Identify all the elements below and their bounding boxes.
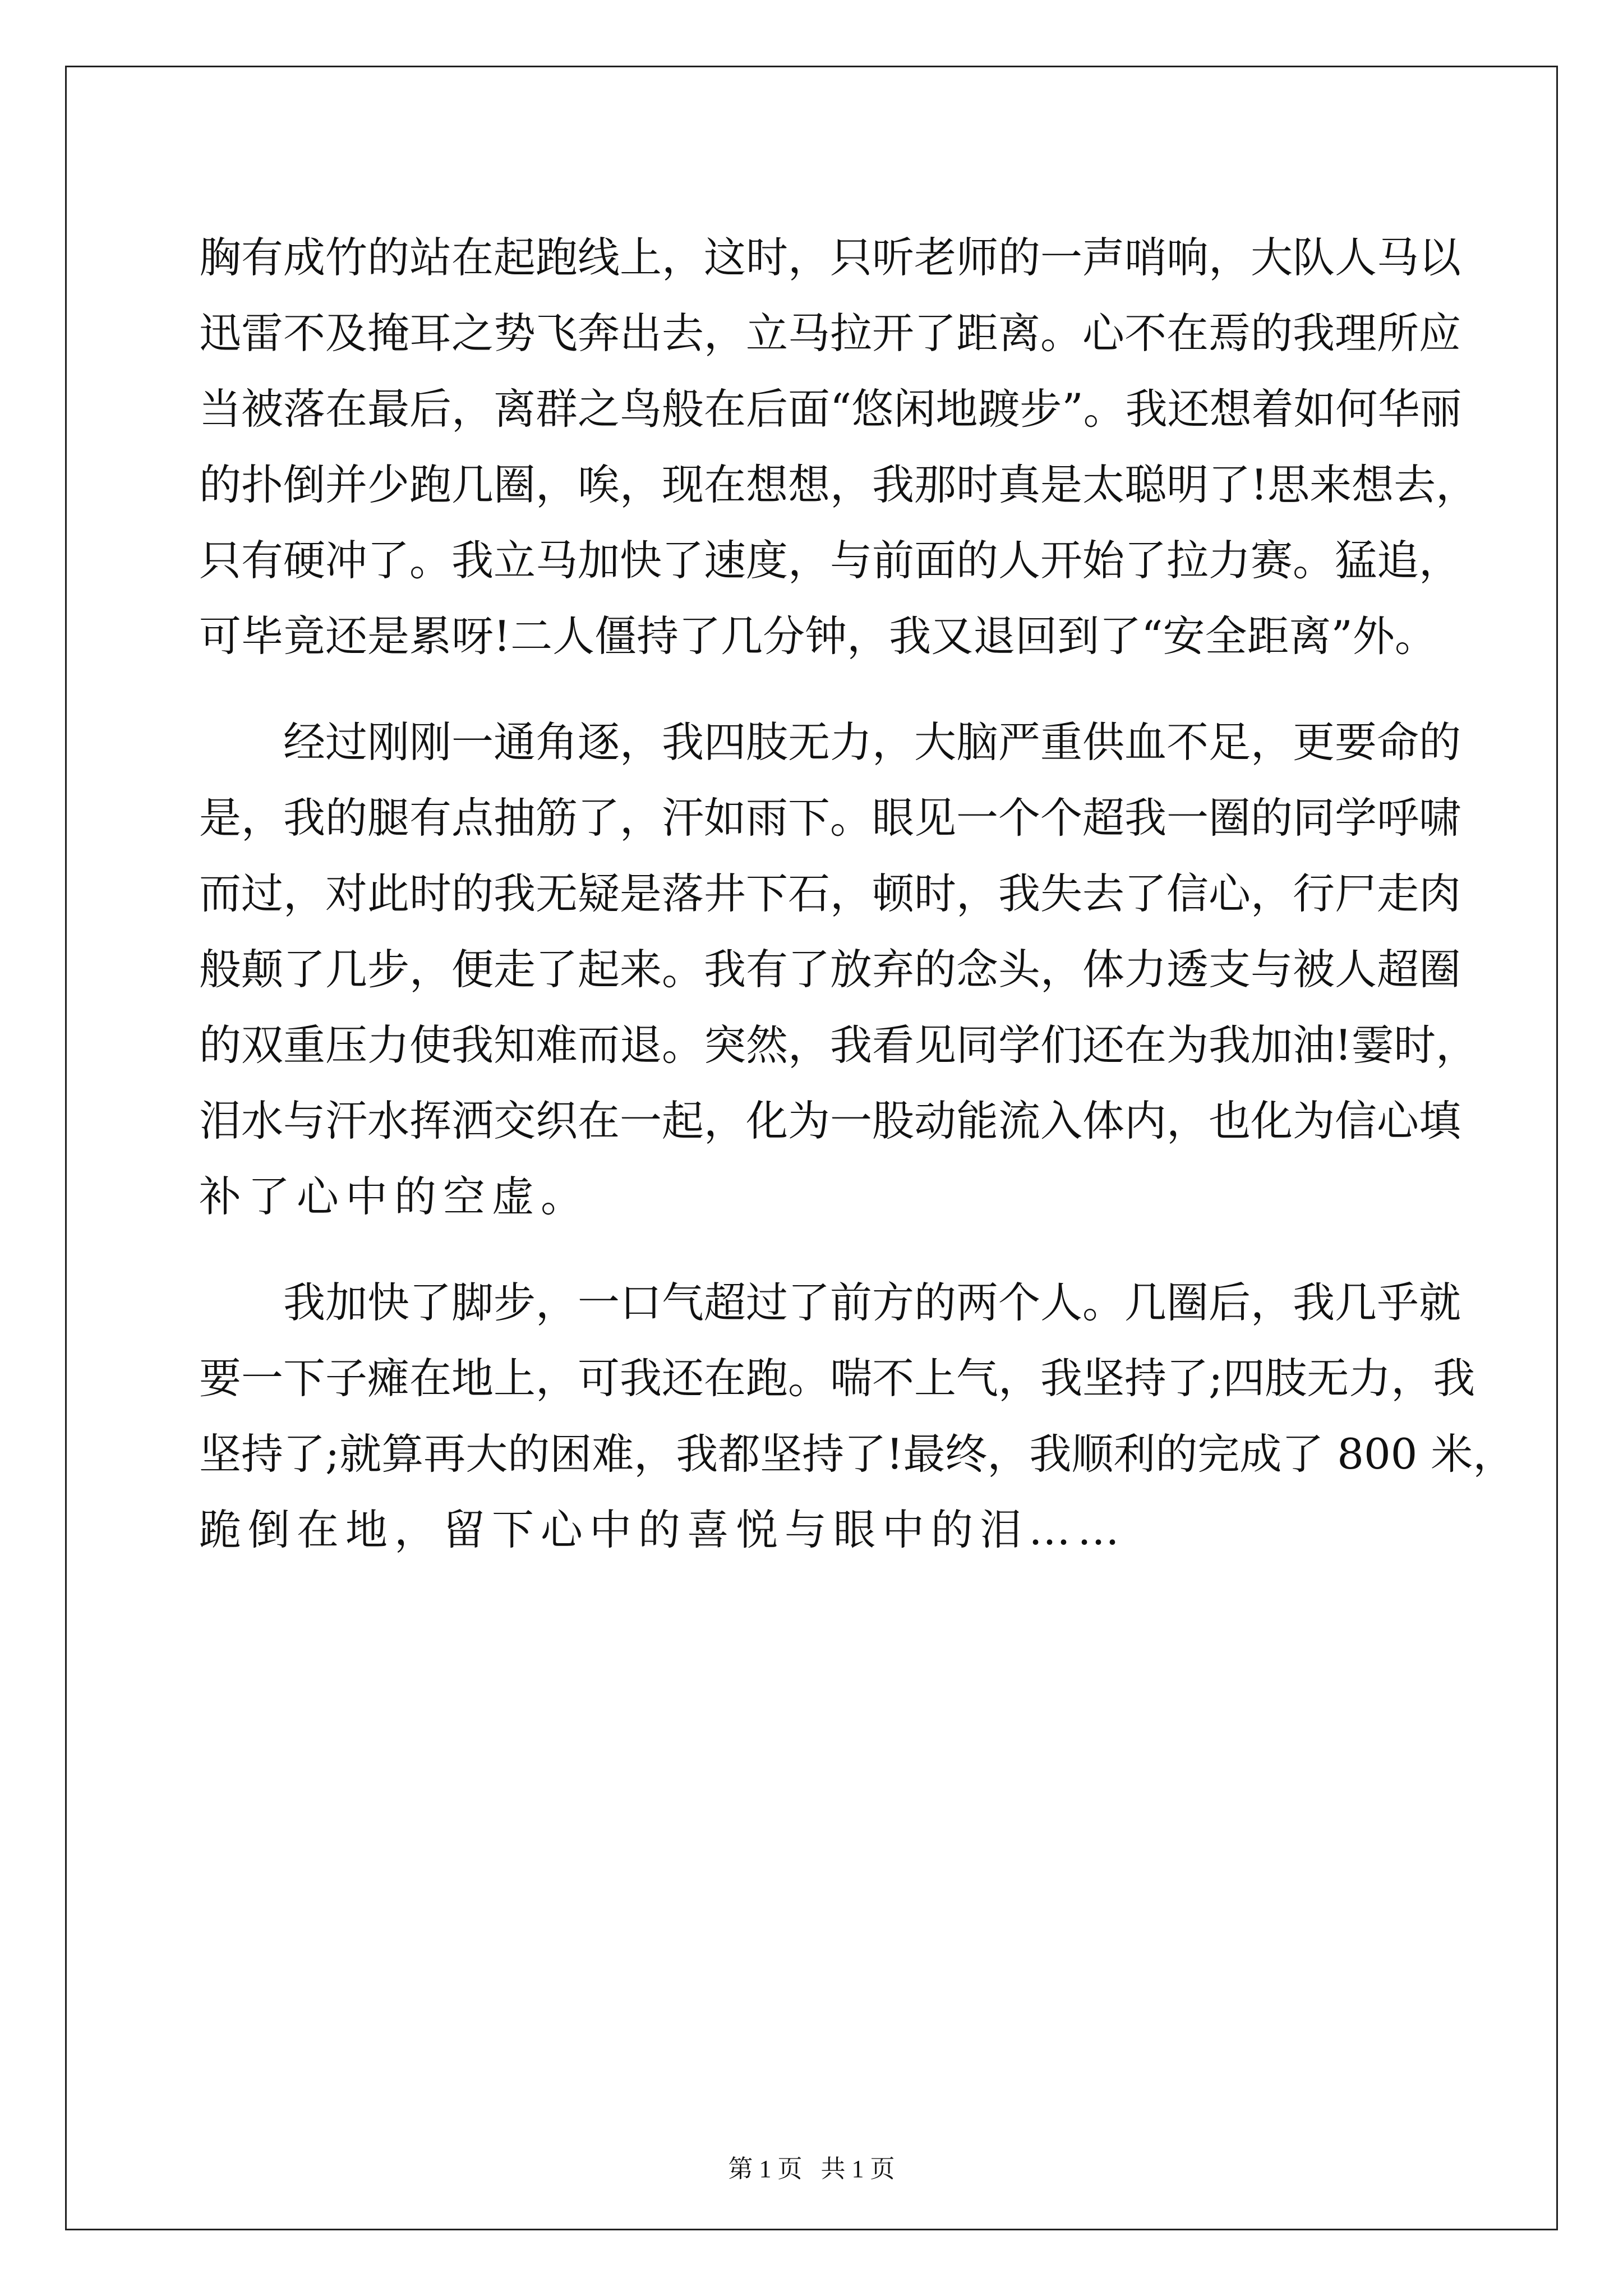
text-line: 补了心中的空虚。 <box>199 1172 590 1221</box>
text-line: 当被落在最后，离群之鸟般在后面“悠闲地踱步”。我还想着如何华丽 <box>199 384 1462 434</box>
text-line: 是，我的腿有点抽筋了，汗如雨下。眼见一个个超我一圈的同学呼啸 <box>199 793 1461 843</box>
text-line: 泪水与汗水挥洒交织在一起，化为一股动能流入体内，也化为信心填 <box>199 1096 1461 1145</box>
text-line: 的扑倒并少跑几圈，唉，现在想想，我那时真是太聪明了!思来想去， <box>199 460 1478 509</box>
text-line: 般颠了几步，便走了起来。我有了放弃的念头，体力透支与被人超圈 <box>199 945 1461 994</box>
text-line: 迅雷不及掩耳之势飞奔出去，立马拉开了距离。心不在焉的我理所应 <box>199 309 1461 358</box>
text-line: 可毕竟还是累呀!二人僵持了几分钟，我又退回到了“安全距离”外。 <box>199 611 1437 661</box>
page-total: 共 1 页 <box>820 2155 895 2183</box>
text-line: 坚持了;就算再大的困难，我都坚持了!最终，我顺利的完成了 800 米， <box>199 1429 1515 1479</box>
text-line: 的双重压力使我知难而退。突然，我看见同学们还在为我加油!霎时， <box>199 1020 1478 1070</box>
page-number: 第 1 页 <box>728 2155 803 2183</box>
text-line: 要一下子瘫在地上，可我还在跑。喘不上气，我坚持了;四肢无力，我 <box>199 1354 1476 1403</box>
text-line: 胸有成竹的站在起跑线上，这时，只听老师的一声哨响，大队人马以 <box>199 233 1461 282</box>
text-line: 经过刚刚一通角逐，我四肢无力，大脑严重供血不足，更要命的 <box>283 717 1461 767</box>
paragraph-3 <box>199 1265 1515 1568</box>
text-line: 只有硬冲了。我立马加快了速度，与前面的人开始了拉力赛。猛追， <box>199 536 1461 585</box>
page-footer <box>0 2152 1623 2186</box>
paragraph-2 <box>199 705 1478 1235</box>
text-line: 而过，对此时的我无疑是落井下石，顿时，我失去了信心，行尸走肉 <box>199 869 1461 918</box>
text-line: 我加快了脚步，一口气超过了前方的两个人。几圈后，我几乎就 <box>283 1278 1461 1327</box>
paragraph-1 <box>199 220 1478 674</box>
document-body <box>199 220 1515 1568</box>
text-line: 跪倒在地，留下心中的喜悦与眼中的泪…… <box>199 1505 1127 1554</box>
